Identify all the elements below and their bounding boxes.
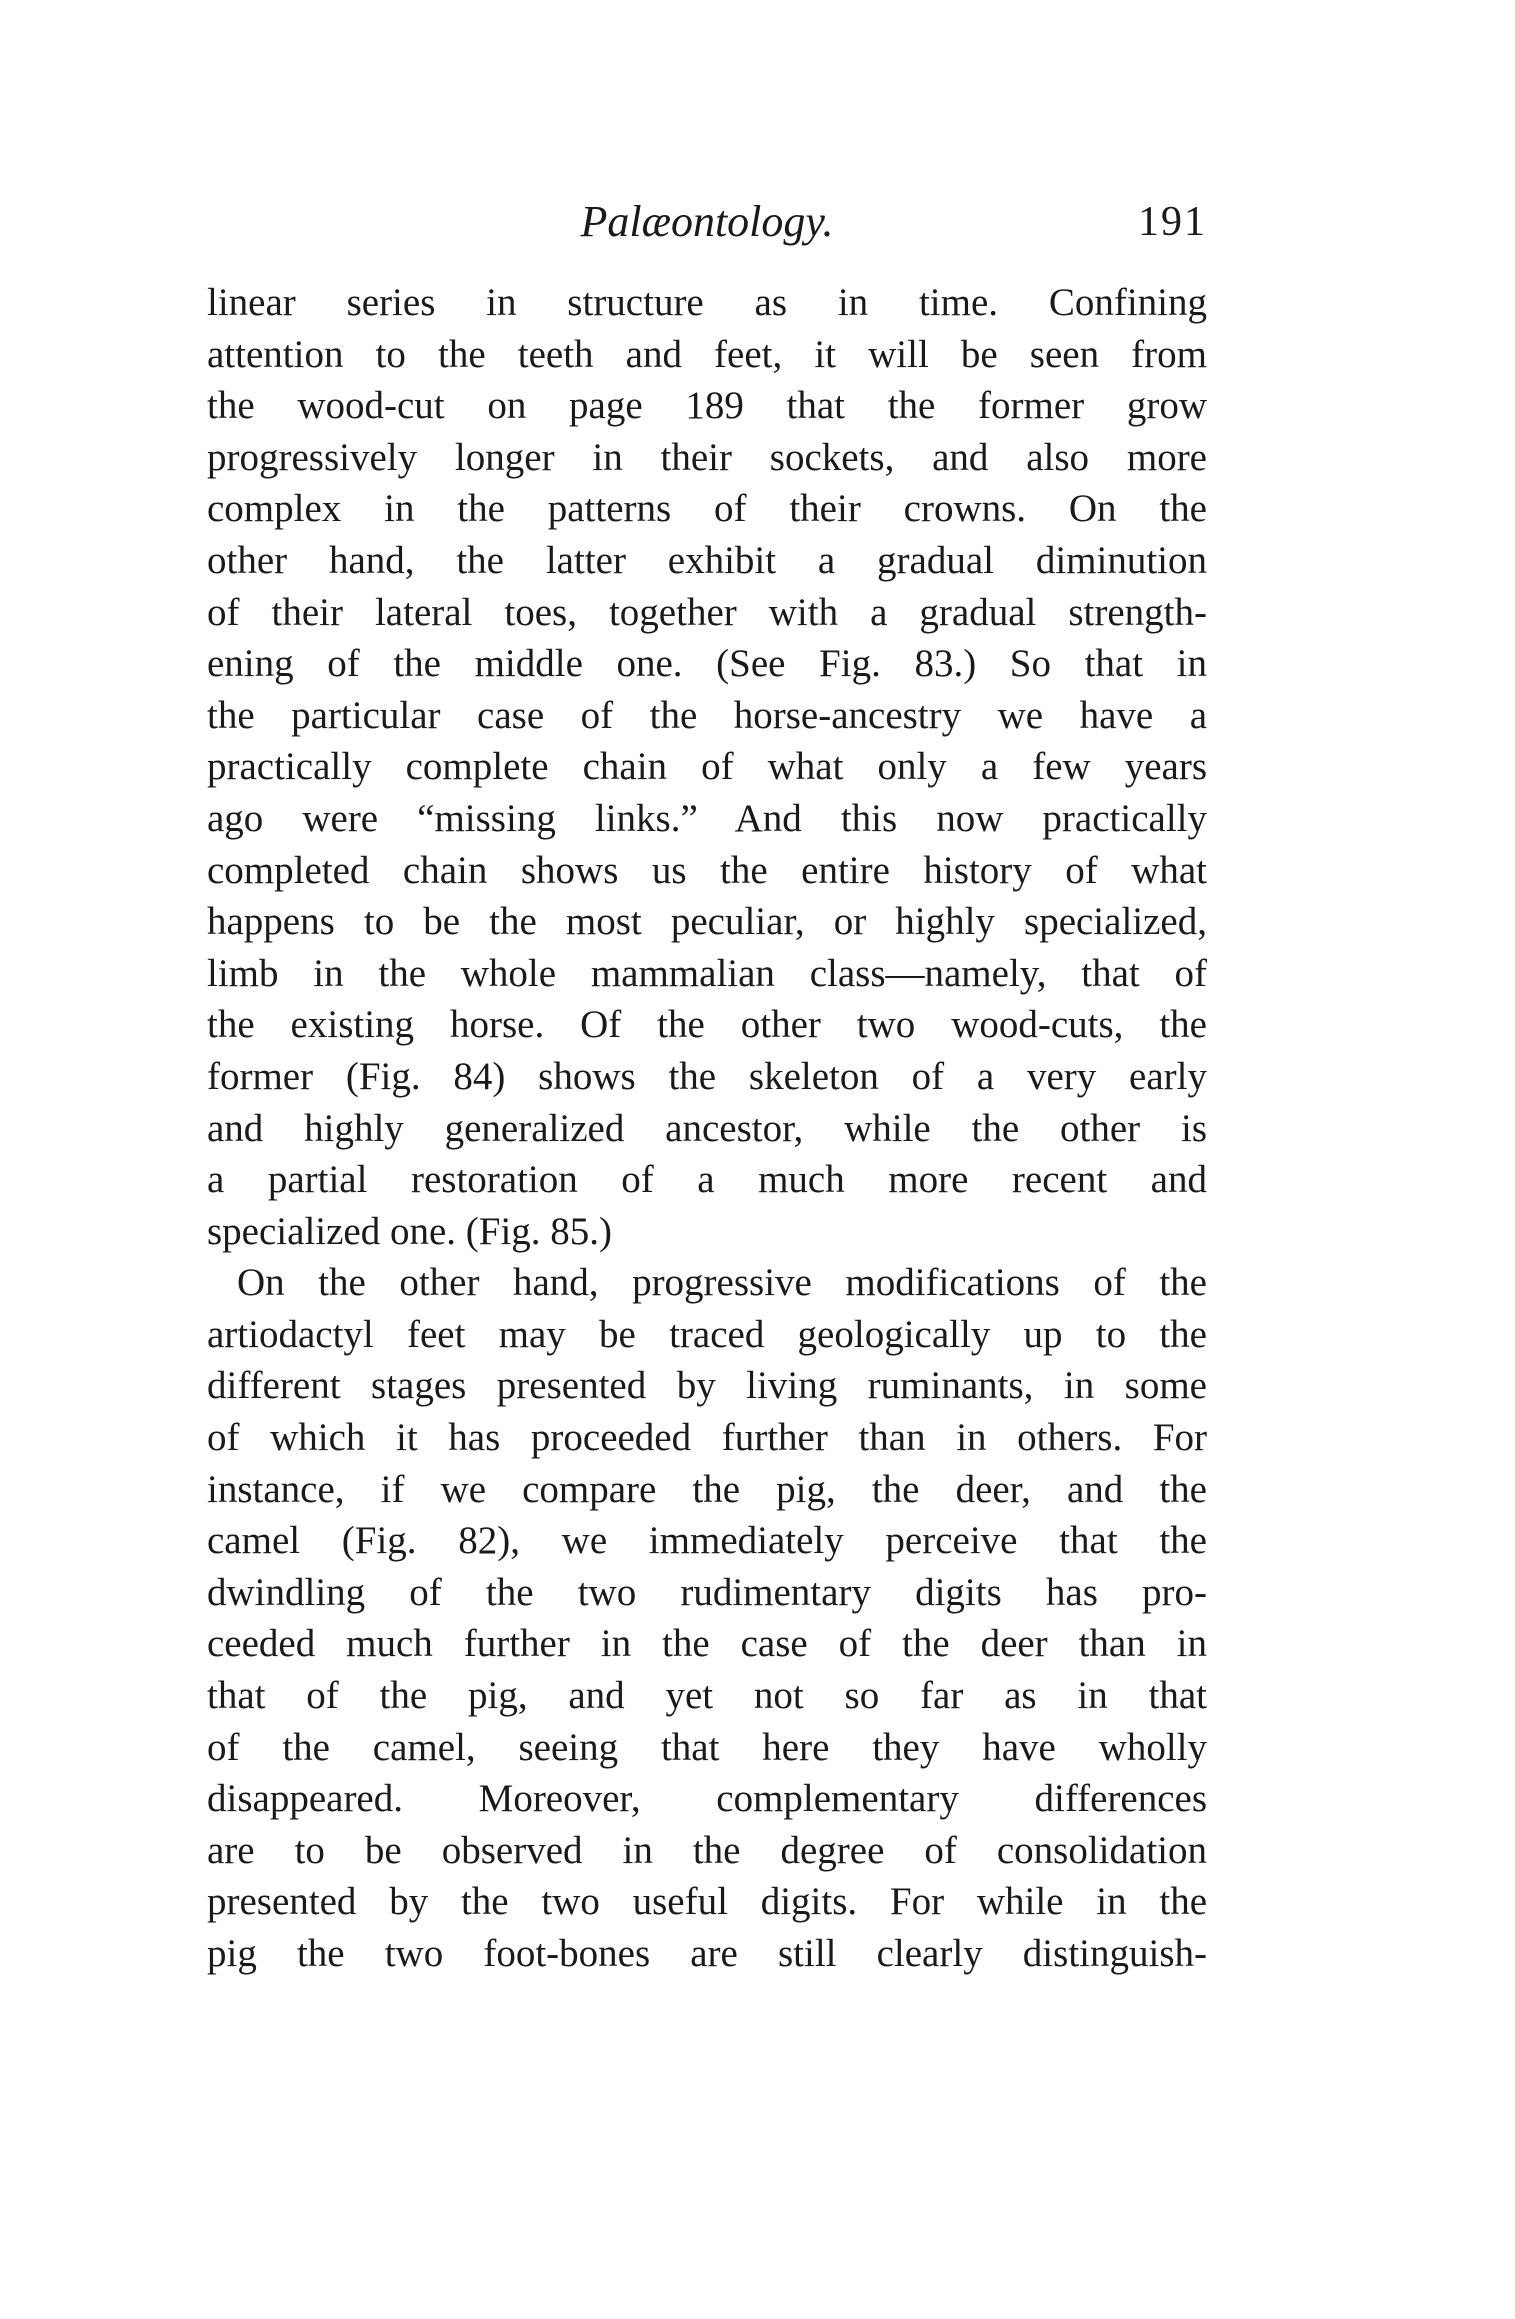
text-line: progressively longer in their sockets, and also more: [207, 435, 1207, 479]
text-line: ago were “missing links.” And this now practically: [207, 796, 1207, 840]
text-line: camel (Fig. 82), we immediately perceive that the: [207, 1519, 1207, 1563]
text-line: different stages presented by living ruminants, in some: [207, 1364, 1207, 1408]
text-line: the particular case of the horse-ancestry we have a: [207, 693, 1207, 737]
running-title: Palæontology.: [580, 197, 834, 246]
text-line: linear series in structure as in time. Confining: [207, 281, 1207, 324]
text-line: specialized one. (Fig. 85.): [207, 1209, 613, 1253]
text-line: of their lateral toes, together with a gradual strength-: [207, 590, 1207, 634]
text-line: ening of the middle one. (See Fig. 83.) So that in: [207, 642, 1207, 686]
text-line: On the other hand, progressive modifications of the: [237, 1261, 1207, 1305]
text-line: the existing horse. Of the other two wood-cuts, the: [207, 1003, 1207, 1047]
text-line: of the camel, seeing that here they have wholly: [207, 1725, 1207, 1769]
text-line: dwindling of the two rudimentary digits has pro-: [207, 1570, 1207, 1614]
text-line: other hand, the latter exhibit a gradual diminution: [207, 538, 1207, 582]
text-line: of which it has proceeded further than in others. For: [207, 1416, 1207, 1460]
text-line: presented by the two useful digits. For while in the: [207, 1880, 1207, 1924]
text-line: the wood-cut on page 189 that the former grow: [207, 384, 1207, 428]
text-line: practically complete chain of what only a few years: [207, 745, 1207, 789]
page-header: [207, 192, 1207, 252]
text-line: disappeared. Moreover, complementary differences: [207, 1777, 1207, 1821]
page-number: 191: [1138, 199, 1207, 245]
text-line: attention to the teeth and feet, it will be seen from: [207, 332, 1207, 376]
text-line: instance, if we compare the pig, the deer, and the: [207, 1467, 1207, 1511]
text-line: completed chain shows us the entire history of what: [207, 848, 1207, 892]
text-line: artiodactyl feet may be traced geologically up to the: [207, 1312, 1207, 1356]
text-line: complex in the patterns of their crowns. On the: [207, 487, 1207, 531]
text-line: happens to be the most peculiar, or highly specialized,: [207, 900, 1207, 944]
text-line: are to be observed in the degree of consolidation: [207, 1828, 1207, 1872]
text-line: pig the two foot-bones are still clearly distinguish-: [207, 1932, 1207, 1975]
body-text: [207, 277, 1207, 1980]
text-line: that of the pig, and yet not so far as in that: [207, 1674, 1207, 1718]
text-line: former (Fig. 84) shows the skeleton of a very early: [207, 1054, 1207, 1098]
text-line: ceeded much further in the case of the deer than in: [207, 1622, 1207, 1666]
text-line: and highly generalized ancestor, while the other is: [207, 1106, 1207, 1150]
text-line: limb in the whole mammalian class—namely, that of: [207, 951, 1207, 995]
text-line: a partial restoration of a much more recent and: [207, 1158, 1207, 1202]
